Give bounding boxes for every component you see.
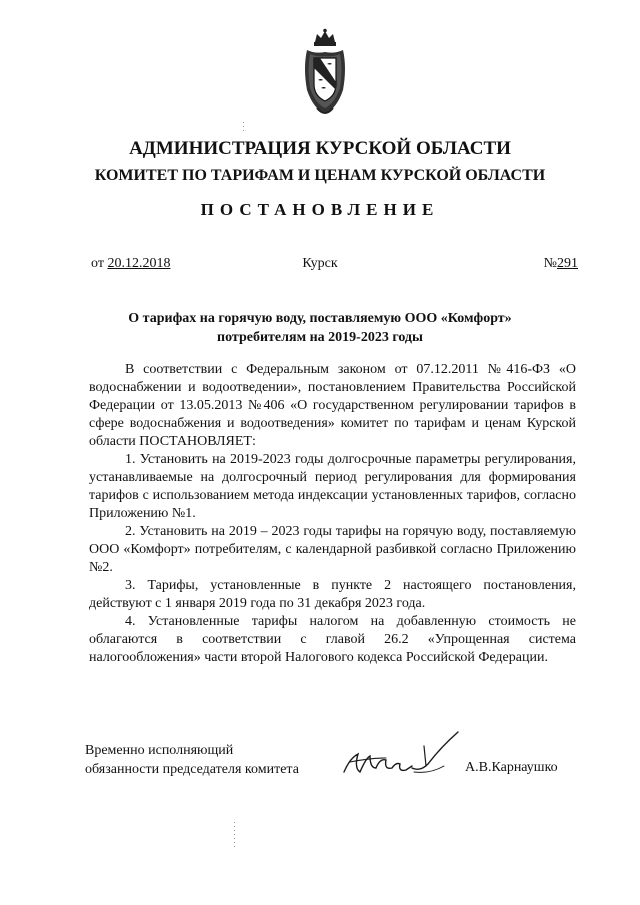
number-prefix: № [543, 256, 557, 271]
organization-title: АДМИНИСТРАЦИЯ КУРСКОЙ ОБЛАСТИ [129, 138, 511, 159]
handwritten-signature [340, 728, 465, 783]
body-preamble: В соответствии с Федеральным законом от 07.12.2011 №416-ФЗ «О водоснабжении и водоотведении», постановлением Правительства Российской Федерации от 13.05.2013 №406 «О государственном регулировании тарифов в сфере водоснабжения и водоотведения» комитет по тарифам и ценам Курской области ПОСТАНОВЛЯЕТ: [89, 362, 576, 449]
committee-title: КОМИТЕТ ПО ТАРИФАМ И ЦЕНАМ КУРСКОЙ ОБЛАСТИ [94, 167, 546, 184]
date-value: 20.12.2018 [107, 256, 171, 271]
subject-line-1: О тарифах на горячую воду, поставляемую ООО «Комфорт» [128, 311, 512, 326]
document-body [89, 361, 576, 667]
body-item-3: 3. Тарифы, установленные в пункте 2 настоящего постановления, действуют с 1 января 2019 года по 31 декабря 2023 года. [89, 578, 576, 611]
coat-of-arms-icon [299, 28, 351, 118]
body-item-1: 1. Установить на 2019-2023 годы долгосрочные параметры регулирования, устанавливаемые на долгосрочный период регулирования для формирования тарифов с использованием метода индексации установленных тарифов, согласно Приложению №1. [89, 452, 576, 521]
signer-position-line-2: обязанности председателя комитета [85, 762, 299, 777]
signer-name: А.В.Карнаушко [465, 760, 558, 775]
body-item-4: 4. Установленные тарифы налогом на добавленную стоимость не облагаются в соответствии с главой 26.2 «Упрощенная система налогообложения» части второй Налогового кодекса Российской Федерации. [89, 614, 576, 665]
scan-dots-bottom [234, 822, 236, 852]
scan-dots-top [243, 122, 245, 136]
document-number [544, 256, 578, 272]
subject-line-2: потребителям на 2019-2023 годы [217, 330, 423, 345]
document-city: Курск [302, 256, 338, 271]
body-item-2: 2. Установить на 2019 – 2023 годы тарифы на горячую воду, поставляемую ООО «Комфорт» потребителям, с календарной разбивкой согласно Приложению №2. [89, 524, 576, 575]
date-prefix: от [91, 256, 108, 271]
document-type: ПОСТАНОВЛЕНИЕ [200, 200, 440, 219]
document-subject [0, 309, 640, 347]
signer-position-line-1: Временно исполняющий [85, 743, 234, 758]
number-value: 291 [557, 256, 578, 271]
signer-position [85, 741, 299, 779]
